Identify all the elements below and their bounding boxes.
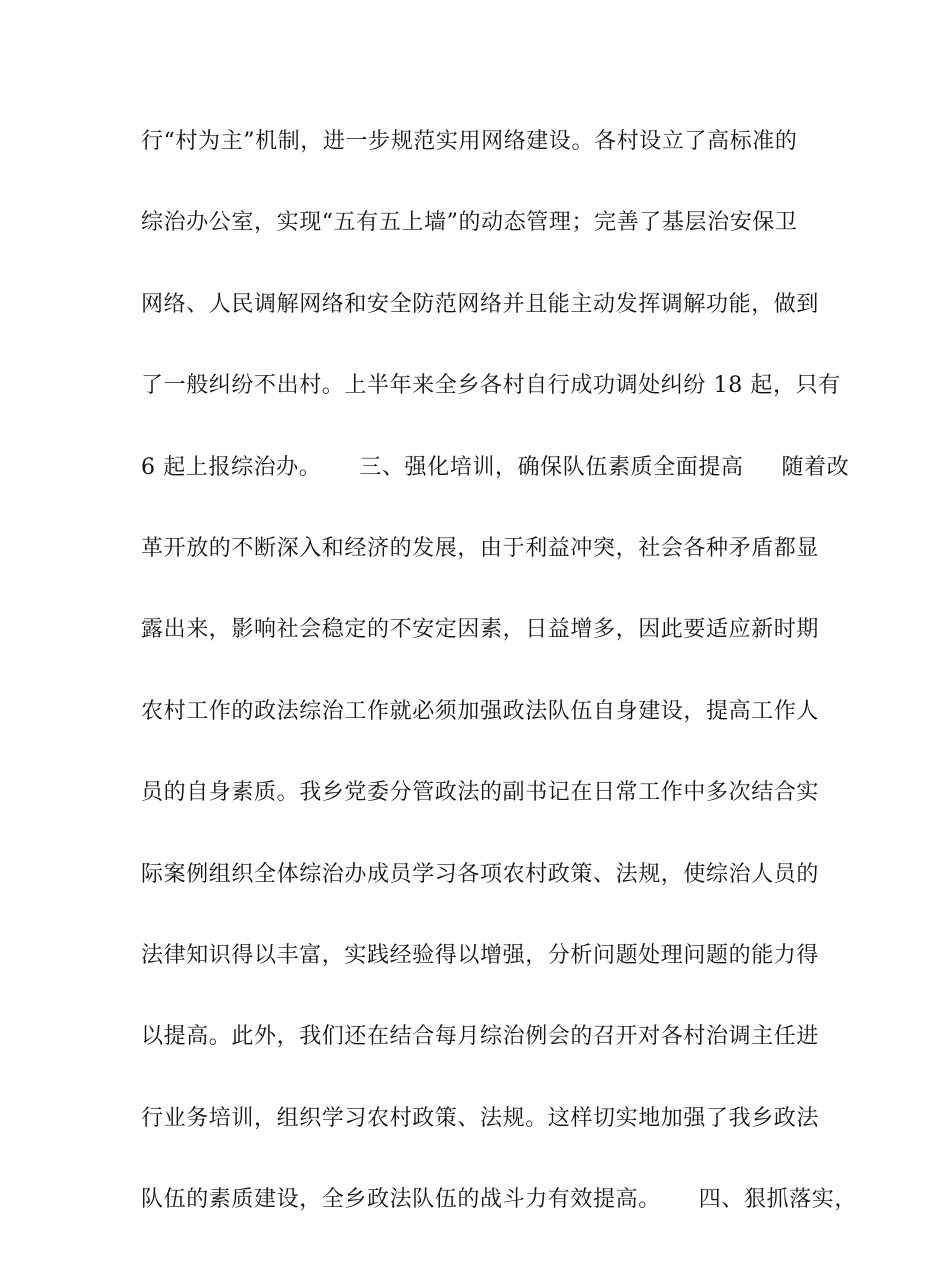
text-line: 队伍的素质建设，全乡政法队伍的战斗力有效提高。 四、狠抓落实， [141,1187,857,1213]
text-line: 农村工作的政法综治工作就必须加强政法队伍自身建设，提高工作人 [141,698,820,724]
text-line: 行“村为主”机制，进一步规范实用网络建设。各村设立了高标准的 [141,129,798,154]
text-line: 法律知识得以丰富，实践经验得以增强，分析问题处理问题的能力得 [141,942,820,968]
text-line: 网络、人民调解网络和安全防范网络并且能主动发挥调解功能，做到 [141,291,820,317]
text-line: 革开放的不断深入和经济的发展，由于利益冲突，社会各种矛盾都显 [141,535,820,561]
text-line: 综治办公室，实现“五有五上墙”的动态管理；完善了基层治安保卫 [141,210,798,236]
text-line: 6 起上报综治办。 三、强化培训，确保队伍素质全面提高 随着改 [141,454,850,480]
body-text [141,124,857,1263]
text-line: 际案例组织全体综治办成员学习各项农村政策、法规，使综治人员的 [141,861,820,887]
text-line: 行业务培训，组织学习农村政策、法规。这样切实地加强了我乡政法 [141,1105,820,1131]
text-line: 露出来，影响社会稳定的不安定因素，日益增多，因此要适应新时期 [141,617,820,643]
text-line: 以提高。此外，我们还在结合每月综治例会的召开对各村治调主任进 [141,1024,820,1050]
text-line: 了一般纠纷不出村。上半年来全乡各村自行成功调处纠纷 18 起，只有 [141,373,841,399]
text-line: 员的自身素质。我乡党委分管政法的副书记在日常工作中多次结合实 [141,780,820,806]
